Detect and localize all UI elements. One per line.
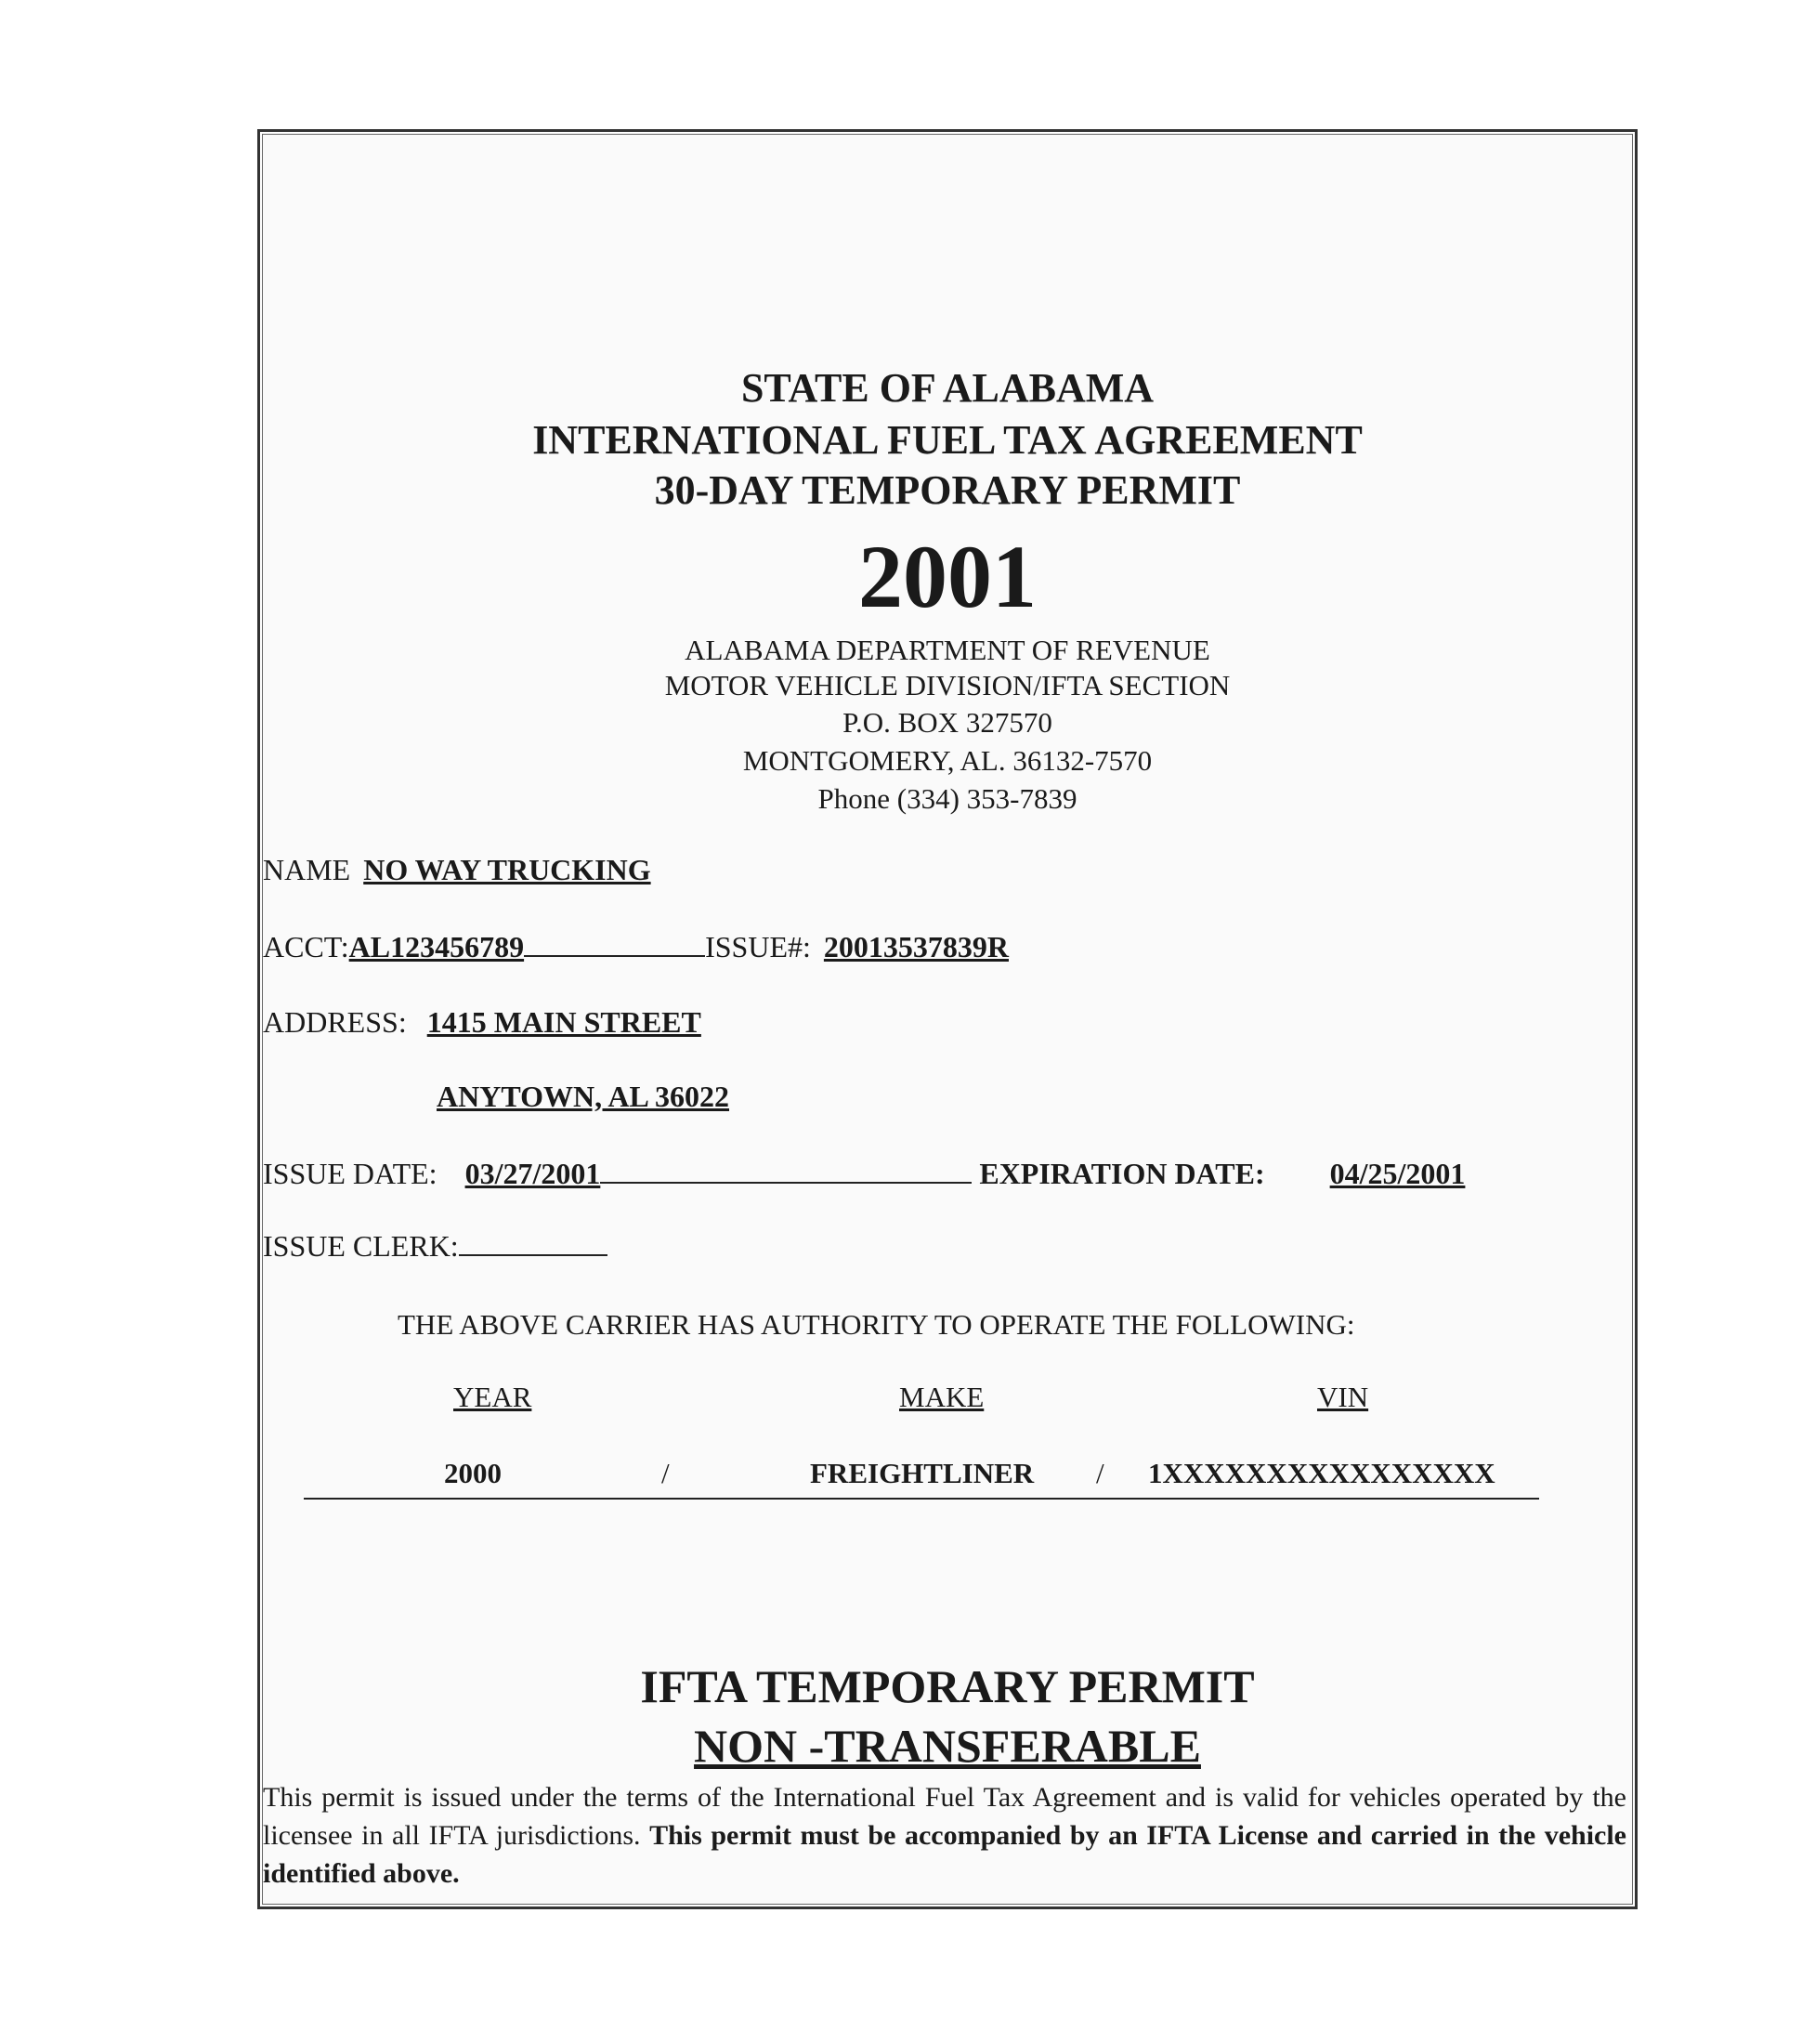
acct-value: AL123456789	[348, 930, 525, 963]
separator: /	[661, 1457, 670, 1489]
dept-phone: Phone (334) 353-7839	[817, 782, 1077, 815]
issue-date-value: 03/27/2001	[464, 1157, 601, 1190]
dept-line: MONTGOMERY, AL. 36132-7570	[742, 744, 1153, 777]
name-value: NO WAY TRUCKING	[363, 853, 651, 886]
vehicle-year: 2000	[444, 1457, 502, 1489]
address-line2-field	[437, 1080, 729, 1114]
footer-title: IFTA TEMPORARY PERMIT	[640, 1660, 1255, 1712]
header-agreement: INTERNATIONAL FUEL TAX AGREEMENT	[532, 417, 1363, 463]
col-vin: VIN	[1317, 1381, 1369, 1413]
terms-paragraph	[263, 1778, 1626, 1893]
header-permit-type: 30-DAY TEMPORARY PERMIT	[654, 467, 1241, 513]
vehicle-vin: 1XXXXXXXXXXXXXXXX	[1148, 1457, 1495, 1489]
name-label: NAME	[263, 853, 351, 886]
expiration-label: EXPIRATION DATE:	[979, 1157, 1265, 1190]
terms-normal: This permit is issued under the terms of the International Fuel Tax Agreement and is valid for vehicles operated by the licensee in all IFTA jurisdictions.	[263, 1782, 1626, 1851]
clerk-field	[263, 1229, 607, 1264]
separator: /	[1096, 1457, 1104, 1489]
footer-subtitle: NON -TRANSFERABLE	[694, 1720, 1201, 1772]
clerk-label: ISSUE CLERK:	[263, 1229, 459, 1263]
terms-bold: This permit must be accompanied by an IFTA License and carried in the vehicle identified above.	[263, 1820, 1626, 1889]
vehicle-make: FREIGHTLINER	[810, 1457, 1035, 1489]
address-label: ADDRESS:	[263, 1005, 407, 1039]
issue-no-label: ISSUE#:	[705, 930, 811, 963]
dept-line: ALABAMA DEPARTMENT OF REVENUE	[685, 634, 1210, 666]
issue-date-label: ISSUE DATE:	[263, 1157, 437, 1190]
acct-label: ACCT:	[263, 930, 349, 963]
dept-line: P.O. BOX 327570	[842, 706, 1052, 739]
dates-field	[263, 1157, 1465, 1191]
expiration-date-value: 04/25/2001	[1329, 1157, 1466, 1190]
permit-year: 2001	[858, 527, 1037, 626]
col-year: YEAR	[453, 1381, 532, 1413]
name-field	[263, 853, 651, 887]
header-state: STATE OF ALABAMA	[740, 365, 1155, 411]
authority-statement: THE ABOVE CARRIER HAS AUTHORITY TO OPERATE THE FOLLOWING:	[398, 1308, 1355, 1341]
issue-no-value: 20013537839R	[823, 930, 1009, 963]
address-line1: 1415 MAIN STREET	[426, 1005, 701, 1039]
address-line2: ANYTOWN, AL 36022	[437, 1080, 730, 1113]
vehicle-line	[304, 1498, 1539, 1500]
acct-field	[263, 930, 1009, 964]
col-make: MAKE	[899, 1381, 985, 1413]
dept-line: MOTOR VEHICLE DIVISION/IFTA SECTION	[664, 669, 1231, 701]
address-field	[263, 1005, 701, 1040]
